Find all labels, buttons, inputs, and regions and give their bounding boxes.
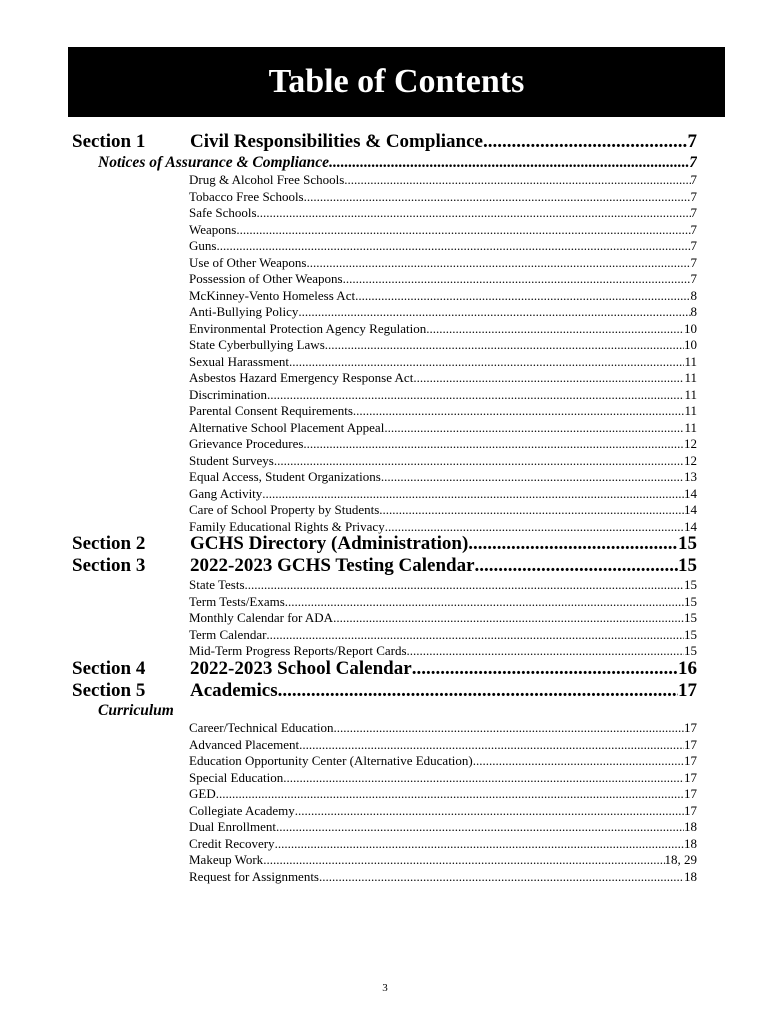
dot-leader xyxy=(283,770,684,786)
section-title: 2022-2023 GCHS Testing Calendar xyxy=(190,555,475,576)
page-ref: 14 xyxy=(684,485,697,501)
dot-leader xyxy=(483,131,688,153)
toc-item[interactable] xyxy=(189,753,697,769)
page-ref: 14 xyxy=(684,518,697,534)
page-ref: 18 xyxy=(684,835,697,851)
page-ref: 17 xyxy=(684,769,697,785)
dot-leader xyxy=(267,387,684,403)
page-ref: 11 xyxy=(684,386,697,402)
page-ref: 8 xyxy=(690,287,697,303)
item-label: Asbestos Hazard Emergency Response Act xyxy=(189,370,414,385)
dot-leader xyxy=(303,436,684,452)
page-ref: 11 xyxy=(684,370,697,385)
dot-leader xyxy=(285,594,684,610)
section-title: Academics xyxy=(190,680,278,701)
item-label: Education Opportunity Center (Alternative Education) xyxy=(189,753,473,768)
toc-item[interactable] xyxy=(189,304,697,320)
toc-item[interactable] xyxy=(189,189,697,205)
item-label: Advanced Placement xyxy=(189,736,300,752)
item-label: Student Surveys xyxy=(189,452,274,468)
page-ref: 11 xyxy=(684,403,697,418)
item-label: Career/Technical Education xyxy=(189,720,334,735)
toc-item[interactable] xyxy=(189,770,697,786)
dot-leader xyxy=(355,288,690,304)
section-title: 2022-2023 School Calendar xyxy=(190,658,412,679)
toc-item[interactable] xyxy=(189,502,697,518)
item-label: Dual Enrollment xyxy=(189,819,277,834)
toc-item[interactable] xyxy=(189,720,697,736)
item-label: Discrimination xyxy=(189,386,267,402)
page-ref: 10 xyxy=(684,337,697,352)
page-ref: 7 xyxy=(690,172,697,187)
page-ref: 17 xyxy=(684,753,697,768)
dot-leader xyxy=(276,819,684,835)
section-number: Section 3 xyxy=(72,555,146,576)
toc-item[interactable] xyxy=(189,577,697,593)
section-number: Section 5 xyxy=(72,680,146,701)
page-ref: 17 xyxy=(684,802,697,818)
page-ref: 18 xyxy=(684,868,697,884)
item-label: Safe Schools xyxy=(189,205,257,220)
item-label: Alternative School Placement Appeal xyxy=(189,419,385,435)
page-ref: 13 xyxy=(684,469,697,484)
page-ref: 10 xyxy=(684,320,697,336)
page-ref: 15 xyxy=(684,577,697,592)
toc-item[interactable] xyxy=(189,594,697,610)
item-label: Collegiate Academy xyxy=(189,802,295,818)
dot-leader xyxy=(299,737,684,753)
page-ref: 11 xyxy=(684,419,697,435)
dot-leader xyxy=(289,354,684,370)
item-label: Makeup Work xyxy=(189,852,264,867)
section-number: Section 4 xyxy=(72,658,146,679)
toc-item[interactable] xyxy=(189,869,697,885)
toc-item[interactable] xyxy=(189,803,697,819)
page-ref: 8 xyxy=(690,304,697,319)
page-ref: 12 xyxy=(684,452,697,468)
toc-item[interactable] xyxy=(189,354,697,370)
item-label: Tobacco Free Schools xyxy=(189,188,304,204)
page-ref: 17 xyxy=(684,720,697,735)
item-label: Environmental Protection Agency Regulation xyxy=(189,320,427,336)
toc-item[interactable] xyxy=(189,453,697,469)
page-ref: 18 xyxy=(684,819,697,834)
dot-leader xyxy=(413,370,684,386)
dot-leader xyxy=(245,577,684,593)
page-ref: 7 xyxy=(689,154,697,171)
item-label: Anti-Bullying Policy xyxy=(189,304,299,319)
toc-section-5[interactable] xyxy=(72,680,697,702)
toc-item[interactable] xyxy=(189,737,697,753)
toc-item[interactable] xyxy=(189,288,697,304)
dot-leader xyxy=(334,720,684,736)
dot-leader xyxy=(426,321,684,337)
page-number: 3 xyxy=(382,982,388,994)
dot-leader xyxy=(263,852,664,868)
item-label: Request for Assignments xyxy=(189,868,319,884)
item-label: Equal Access, Student Organizations xyxy=(189,469,381,484)
toc-item[interactable] xyxy=(189,436,697,452)
toc-item[interactable] xyxy=(189,403,697,419)
item-label: Grievance Procedures xyxy=(189,436,304,451)
page-ref: 7 xyxy=(687,131,697,152)
toc-item[interactable] xyxy=(189,610,697,626)
item-label: Gang Activity xyxy=(189,485,263,501)
subsection-title: Notices of Assurance & Compliance xyxy=(98,154,330,171)
page-title-banner xyxy=(68,47,725,117)
dot-leader xyxy=(412,658,678,680)
item-label: State Cyberbullying Laws xyxy=(189,337,325,352)
item-label: Use of Other Weapons xyxy=(189,254,307,270)
toc-item[interactable] xyxy=(189,321,697,337)
dot-leader xyxy=(343,271,691,287)
item-label: Monthly Calendar for ADA xyxy=(189,610,334,625)
dot-leader xyxy=(262,486,684,502)
dot-leader xyxy=(475,555,678,577)
dot-leader xyxy=(257,205,691,221)
item-label: Term Calendar xyxy=(189,626,267,642)
dot-leader xyxy=(307,255,691,271)
page-ref: 11 xyxy=(684,353,697,369)
dot-leader xyxy=(278,680,678,702)
page-ref: 15 xyxy=(684,593,697,609)
item-label: Weapons xyxy=(189,221,237,237)
item-label: Special Education xyxy=(189,769,284,785)
section-title: GCHS Directory (Administration) xyxy=(190,533,469,554)
page-ref: 17 xyxy=(684,786,697,801)
page-ref: 7 xyxy=(690,254,697,270)
page-ref: 17 xyxy=(678,680,697,701)
page-ref: 15 xyxy=(684,626,697,642)
dot-leader xyxy=(473,753,684,769)
toc-section-3[interactable] xyxy=(72,555,697,577)
page-ref: 17 xyxy=(684,736,697,752)
page-ref: 7 xyxy=(690,205,697,220)
toc-item[interactable] xyxy=(189,222,697,238)
dot-leader xyxy=(353,403,685,419)
page-ref: 12 xyxy=(684,436,697,451)
toc-section-2[interactable] xyxy=(72,533,697,555)
toc-item[interactable] xyxy=(189,255,697,271)
item-label: Care of School Property by Students xyxy=(189,502,380,517)
item-label: Guns xyxy=(189,238,217,253)
item-label: Sexual Harassment xyxy=(189,353,290,369)
toc-item[interactable] xyxy=(189,370,697,386)
page-ref: 15 xyxy=(678,555,697,576)
dot-leader xyxy=(216,786,684,802)
dot-leader xyxy=(275,836,684,852)
page-ref: 14 xyxy=(684,502,697,517)
dot-leader xyxy=(344,172,690,188)
page-ref: 15 xyxy=(684,643,697,658)
dot-leader xyxy=(295,803,684,819)
toc-item[interactable] xyxy=(189,643,697,659)
toc-section-4[interactable] xyxy=(72,658,697,680)
subsection-title: Curriculum xyxy=(98,702,174,719)
dot-leader xyxy=(325,337,684,353)
dot-leader xyxy=(319,869,684,885)
item-label: Family Educational Rights & Privacy xyxy=(189,518,385,534)
dot-leader xyxy=(329,154,689,172)
page-ref: 7 xyxy=(690,271,697,286)
dot-leader xyxy=(266,627,684,643)
item-label: McKinney-Vento Homeless Act xyxy=(189,287,356,303)
dot-leader xyxy=(381,469,684,485)
item-label: Credit Recovery xyxy=(189,835,275,851)
toc-item[interactable] xyxy=(189,469,697,485)
toc-item[interactable] xyxy=(189,172,697,188)
toc-item[interactable] xyxy=(189,819,697,835)
toc-subsection-curriculum[interactable] xyxy=(98,702,697,720)
dot-leader xyxy=(407,643,684,659)
dot-leader xyxy=(304,189,691,205)
toc-item[interactable] xyxy=(189,420,697,436)
toc-item[interactable] xyxy=(189,486,697,502)
dot-leader xyxy=(379,502,684,518)
toc-item[interactable] xyxy=(189,852,697,868)
dot-leader xyxy=(298,304,690,320)
page-ref: 15 xyxy=(678,533,697,554)
dot-leader xyxy=(384,420,684,436)
item-label: Parental Consent Requirements xyxy=(189,403,353,418)
page-title: Table of Contents xyxy=(268,63,525,100)
page-ref: 15 xyxy=(684,610,697,625)
toc-item[interactable] xyxy=(189,205,697,221)
section-number: Section 2 xyxy=(72,533,146,554)
toc-subsection-notices[interactable] xyxy=(98,154,697,172)
toc-item[interactable] xyxy=(189,836,697,852)
item-label: Term Tests/Exams xyxy=(189,593,285,609)
toc-item[interactable] xyxy=(189,786,697,802)
section-title: Civil Responsibilities & Compliance xyxy=(190,131,483,152)
item-label: Drug & Alcohol Free Schools xyxy=(189,172,345,187)
dot-leader xyxy=(236,222,690,238)
item-label: GED xyxy=(189,786,216,801)
page-ref: 18, 29 xyxy=(664,852,697,867)
dot-leader xyxy=(274,453,684,469)
page-ref: 7 xyxy=(690,188,697,204)
page-ref: 16 xyxy=(678,658,697,679)
dot-leader xyxy=(468,533,678,555)
toc-item[interactable] xyxy=(189,271,697,287)
dot-leader xyxy=(333,610,684,626)
item-label: Mid-Term Progress Reports/Report Cards xyxy=(189,643,407,658)
toc-item[interactable] xyxy=(189,627,697,643)
item-label: State Tests xyxy=(189,577,245,592)
dot-leader xyxy=(216,238,690,254)
toc-item[interactable] xyxy=(189,387,697,403)
page-ref: 7 xyxy=(690,238,697,253)
toc-item[interactable] xyxy=(189,337,697,353)
toc-item[interactable] xyxy=(189,238,697,254)
page-ref: 7 xyxy=(690,221,697,237)
toc-section-1[interactable] xyxy=(72,131,697,153)
section-number: Section 1 xyxy=(72,131,146,152)
item-label: Possession of Other Weapons xyxy=(189,271,343,286)
